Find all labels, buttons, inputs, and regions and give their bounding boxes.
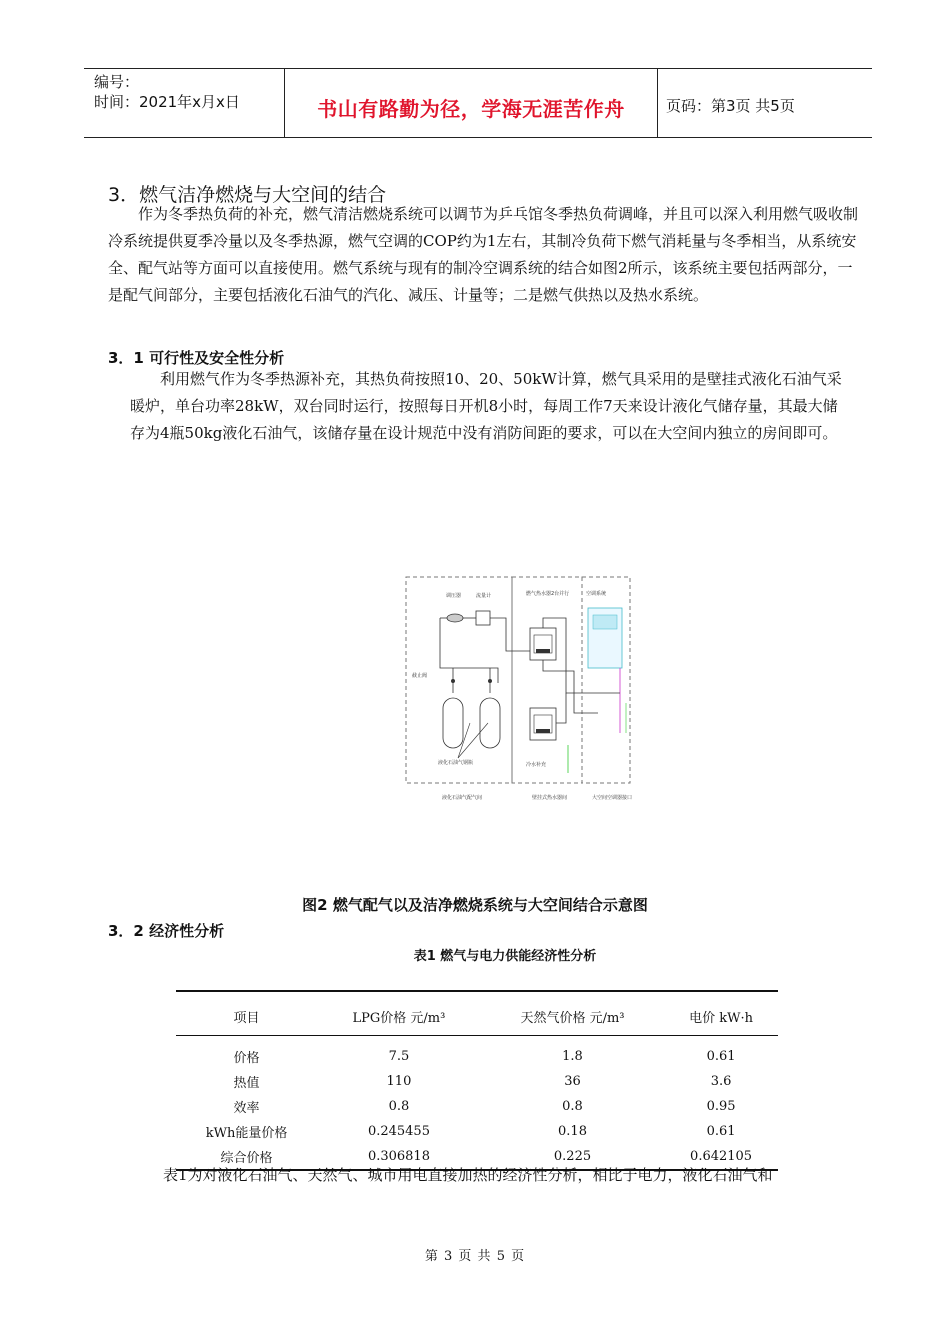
- label-room-gas: 液化石油气配气间: [442, 795, 483, 801]
- heater-room-box: [512, 577, 582, 783]
- section-intro-paragraph: 作为冬季热负荷的补充，燃气清洁燃烧系统可以调节为乒乓馆冬季热负荷调峰，并且可以深入利用燃气吸收制冷系统提供夏季冷量以及冬季热源，燃气空调的COP约为1左右，其制冷负荷下燃气消耗量与冬季相当，从系统安全、配气站等方面可以直接使用。燃气系统与现有的制冷空调系统的结合如图2所示，该系统主要包括两部分，一是配气间部分，主要包括液化石油气的汽化、减压、计量等；二是燃气供热以及热水系统。: [108, 205, 859, 304]
- label-valve: 截止阀: [412, 673, 428, 679]
- label-regulator: 调压器: [446, 593, 462, 599]
- table-cell: 0.61: [706, 1048, 736, 1064]
- table-cell: 110: [386, 1073, 412, 1089]
- table-header-cell: 电价 kW·h: [664, 991, 778, 1036]
- doc-number-label: 编号：: [94, 73, 140, 91]
- header-motto-cell: [284, 69, 658, 137]
- table-row: [176, 1044, 778, 1069]
- table-row: [176, 1069, 778, 1094]
- economics-table: [176, 990, 778, 1171]
- header-page-info: 页码：第3页 共5页: [666, 97, 795, 115]
- table-cell: 0.8: [562, 1098, 583, 1114]
- table-row: [176, 1094, 778, 1119]
- label-water-heater: 燃气热水器2台并行: [526, 591, 570, 597]
- table-cell: 0.95: [706, 1098, 736, 1114]
- page-header: [84, 68, 872, 138]
- table-cell: 热值: [233, 1075, 260, 1091]
- flowmeter-icon: [476, 611, 490, 625]
- label-ac-system: 空调系统: [586, 591, 607, 597]
- doc-date-label: 时间：2021年x月x日: [94, 93, 240, 111]
- label-cylinder: 液化石油气钢瓶: [438, 760, 474, 766]
- gas-room-box: [406, 577, 512, 783]
- table-row: [176, 1119, 778, 1144]
- label-water-supply: 冷水补充: [526, 762, 547, 768]
- label-room-ac: 大空间空调器接口: [592, 795, 633, 801]
- table-cell: 0.245455: [367, 1123, 430, 1139]
- table-cell: 0.306818: [317, 1144, 481, 1170]
- page-footer: 第 3 页 共 5 页: [424, 1249, 526, 1264]
- table-cell: 0.18: [558, 1123, 587, 1139]
- table-cell: 0.642105: [664, 1144, 778, 1170]
- table-header-cell: LPG价格 元/m³: [317, 991, 481, 1036]
- header-page-cell: [658, 69, 872, 137]
- table-header-cell: 天然气价格 元/m³: [481, 991, 664, 1036]
- figure-2-diagram: [398, 573, 638, 813]
- cylinder-icon: [443, 698, 463, 748]
- valve-icon: [451, 679, 455, 683]
- header-motto: 书山有路勤为径，学海无涯苦作舟: [317, 97, 625, 121]
- table-cell: 0.61: [706, 1123, 736, 1139]
- after-table-paragraph: 表1为对液化石油气、天然气、城市用电直接加热的经济性分析，相比于电力，液化石油气和: [163, 1166, 773, 1184]
- table-cell: 综合价格: [176, 1144, 317, 1170]
- cylinder-icon: [480, 698, 500, 748]
- table-header-row: [176, 991, 778, 1036]
- table-cell: 7.5: [388, 1048, 410, 1064]
- table-cell: 1.8: [562, 1048, 583, 1064]
- subsection-3-2-title: 3．2 经济性分析: [108, 922, 225, 940]
- label-flowmeter: 流量计: [476, 593, 492, 599]
- table-header-cell: 项目: [176, 991, 317, 1036]
- figure-caption: 图2 燃气配气以及洁净燃烧系统与大空间结合示意图: [302, 896, 648, 914]
- table-cell: 效率: [233, 1100, 260, 1116]
- table-caption: 表1 燃气与电力供能经济性分析: [413, 949, 597, 964]
- table-cell: 3.6: [710, 1073, 732, 1089]
- section-title: 3．燃气洁净燃烧与大空间的结合: [108, 184, 387, 206]
- table-cell: kWh能量价格: [205, 1125, 288, 1141]
- subsection-3-1-paragraph: 利用燃气作为冬季热源补充，其热负荷按照10、20、50kW计算，燃气具采用的是壁挂式液化石油气采暖炉，单台功率28kW，双台同时运行，按照每日开机8小时，每周工作7天来设计液化气储存量，其最大储存为4瓶50kg液化石油气，该储存量在设计规范中没有消防间距的要求，可以在大空间内独立的房间即可。: [130, 370, 842, 442]
- regulator-icon: [447, 614, 463, 622]
- header-meta: [84, 69, 284, 137]
- table-cell: 0.225: [481, 1144, 664, 1170]
- subsection-3-1-title: 3．1 可行性及安全性分析: [108, 349, 285, 367]
- valve-icon: [488, 679, 492, 683]
- table-cell: 0.8: [388, 1098, 410, 1114]
- table-cell: 价格: [233, 1050, 260, 1066]
- table-cell: 36: [564, 1073, 581, 1089]
- table-row: [176, 1036, 778, 1044]
- label-room-heater: 壁挂式热水器间: [532, 795, 568, 801]
- system-schematic: [398, 573, 638, 813]
